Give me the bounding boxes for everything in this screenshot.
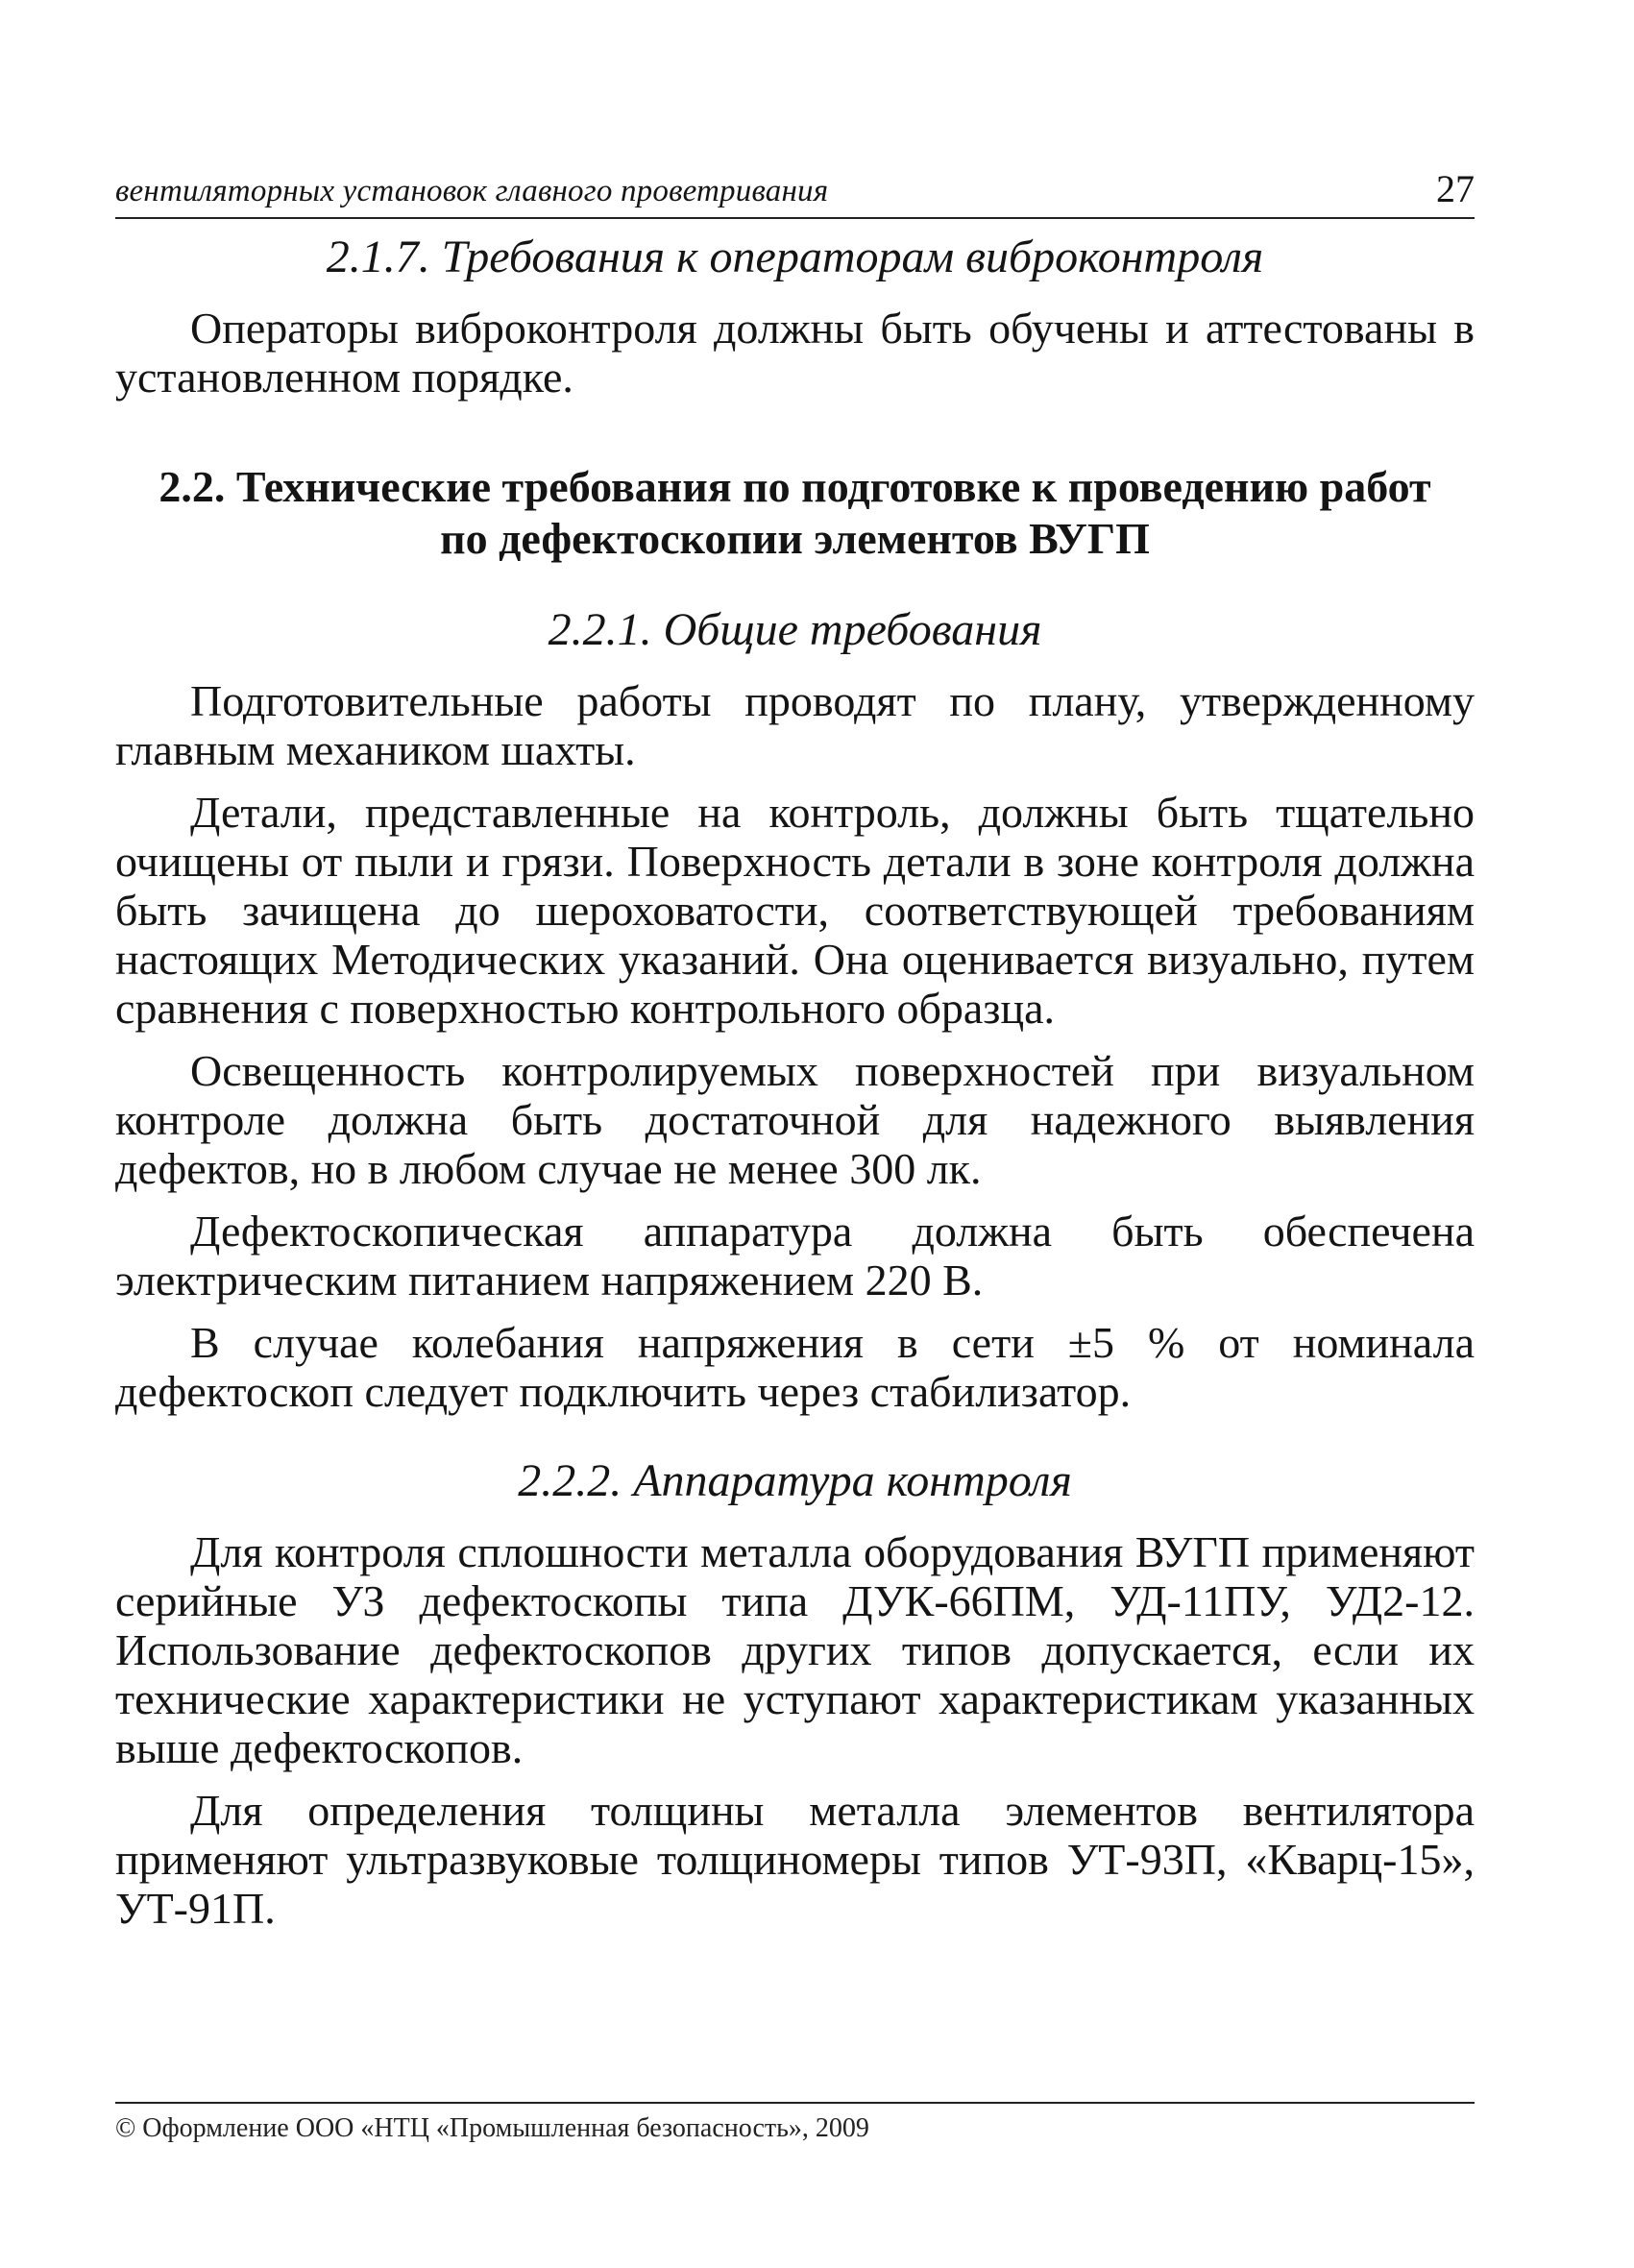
paragraph: Дефектоскопическая аппаратура должна быть обеспечена электрическим питанием напряжением 220 В. [115, 1207, 1475, 1305]
paragraph: Для контроля сплошности металла оборудования ВУГП применяют серийные УЗ дефектоскопы типа ДУК-66ПМ, УД-11ПУ, УД2-12. Использование дефектоскопов других типов допускается, если их технические характеристики не уступают характеристикам указанных выше дефектоскопов. [115, 1527, 1475, 1772]
section-heading-line: по дефектоскопии элементов ВУГП [440, 514, 1150, 563]
paragraph: Операторы виброконтроля должны быть обучены и аттестованы в установленном порядке. [115, 304, 1475, 402]
running-header [115, 161, 1475, 219]
subsection-heading-2-1-7: 2.1.7. Требования к операторам виброконтроля [326, 232, 1264, 282]
section-heading-2-2 [115, 461, 1475, 565]
footer-copyright: © Оформление ООО «НТЦ «Промышленная безопасность», 2009 [115, 2102, 1475, 2144]
paragraph: Подготовительные работы проводят по плану, утвержденному главным механиком шахты. [115, 676, 1475, 774]
paragraph: Освещенность контролируемых поверхностей при визуальном контроле должна быть достаточной для надежного выявления дефектов, но в любом случае не менее 300 лк. [115, 1046, 1475, 1193]
paragraph: Детали, представленные на контроль, должны быть тщательно очищены от пыли и грязи. Поверхность детали в зоне контроля должна быть зачищена до шероховатости, соответствующей требованиям настоящих Методических указаний. Она оценивается визуально, путем сравнения с поверхностью контрольного образца. [115, 788, 1475, 1033]
paragraph: В случае колебания напряжения в сети ±5 % от номинала дефектоскоп следует подключить через стабилизатор. [115, 1318, 1475, 1416]
running-title: вентиляторных установок главного проветривания [115, 174, 829, 208]
subsection-heading-2-2-2: 2.2.2. Аппаратура контроля [518, 1455, 1072, 1506]
section-heading-line: 2.2. Технические требования по подготовке к проведению работ [159, 462, 1431, 511]
page-body [115, 231, 1475, 1933]
paragraph: Для определения толщины металла элементов вентилятора применяют ультразвуковые толщиномеры типов УТ-93П, «Кварц-15», УТ-91П. [115, 1786, 1475, 1933]
subsection-heading-2-2-1: 2.2.1. Общие требования [548, 604, 1042, 655]
page-number: 27 [1436, 167, 1475, 210]
